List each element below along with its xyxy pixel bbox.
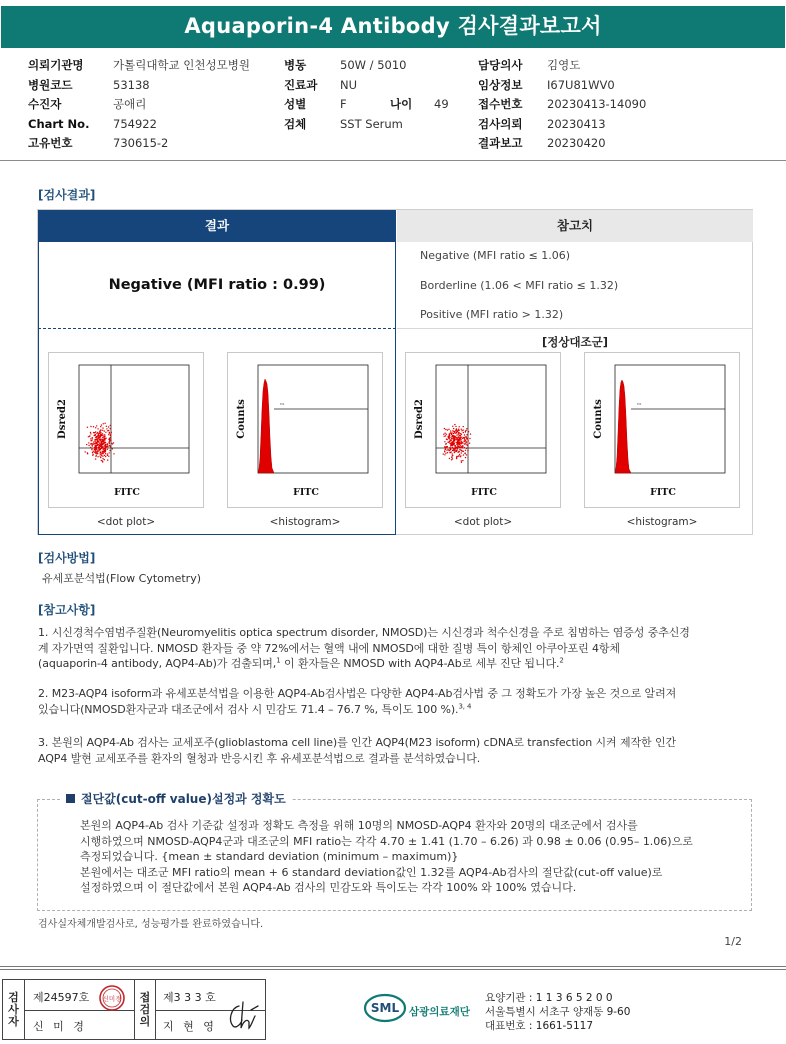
- plot-caption: <histogram>: [269, 516, 341, 528]
- cutoff-line: 시행하였으며 NMOSD-AQP4군과 대조군의 MFI ratio는 각각 4.70 ± 1.41 (1.70 – 6.26) 과 0.98 ± 0.06 (0.95– 1.06)으로: [80, 834, 693, 848]
- info-row: [284, 95, 449, 115]
- org-code: 요양기관 : 1 1 3 6 5 2 0 0: [485, 992, 613, 1004]
- footer-rule: [0, 969, 786, 970]
- info-label: 진료과: [284, 77, 318, 92]
- info-value: 가톨릭대학교 인천성모병원: [113, 58, 250, 72]
- result-value: Negative (MFI ratio : 0.99): [108, 277, 326, 293]
- reference-header: 참고치: [397, 210, 753, 242]
- info-value: 김영도: [547, 58, 581, 72]
- note-paragraph-2: [38, 686, 758, 717]
- report-title: Aquaporin-4 Antibody 검사결과보고서: [1, 6, 785, 46]
- info-value: 20230413: [547, 116, 606, 131]
- info-row: [28, 134, 250, 154]
- reference-positive: Positive (MFI ratio > 1.32): [420, 308, 564, 321]
- info-value: 730615-2: [113, 136, 169, 150]
- plot-caption: <dot plot>: [453, 516, 513, 528]
- note-text: 이 환자들은 NMOSD with AQP4-Ab로 세부 진단 됩니다.: [280, 657, 560, 670]
- physician-name: 지 현 영: [163, 1020, 217, 1033]
- info-row: [284, 76, 449, 96]
- plot-caption: <histogram>: [626, 516, 698, 528]
- info-column-1: [28, 56, 250, 154]
- signature-box: [2, 979, 266, 1040]
- inspector-seal: [98, 984, 126, 1012]
- age-value: 49: [434, 97, 449, 111]
- cutoff-line: 본원의 AQP4-Ab 검사 기준값 설정과 정확도 측정을 위해 10명의 NMOSD-AQP4 환자와 20명의 대조군에서 검사를: [80, 819, 638, 832]
- method-text: 유세포분석법(Flow Cytometry): [42, 572, 202, 585]
- info-row: [28, 56, 250, 76]
- info-row: [478, 56, 646, 76]
- info-value: I67U81WV0: [547, 77, 615, 92]
- control-dot-plot: [405, 352, 561, 508]
- result-divider: [38, 328, 396, 329]
- info-label: 임상정보: [478, 77, 523, 92]
- note-paragraph-1: [38, 625, 758, 672]
- hist-ylabel: Counts: [236, 399, 247, 439]
- cutoff-title-text: 절단값(cut-off value)설정과 정확도: [81, 792, 286, 806]
- cutoff-title: [60, 790, 292, 807]
- note-line: 3. 본원의 AQP4-Ab 검사는 교세포주(glioblastoma cell line)를 인간 AQP4(M23 isoform) cDNA로 transfection 시켜 제작한 인간: [38, 736, 677, 749]
- info-label: 검사의뢰: [478, 116, 523, 131]
- normal-control-label: [정상대조군]: [541, 335, 609, 349]
- reference-mark: 3, 4: [458, 701, 472, 710]
- age-label: 나이: [390, 97, 413, 111]
- info-label: 접수번호: [478, 97, 523, 111]
- info-label: 병동: [284, 58, 307, 72]
- info-label: 담당의사: [478, 58, 523, 72]
- info-row: [28, 95, 250, 115]
- footer-rule: [0, 966, 786, 967]
- signature-role-label-2: 접 검 의: [134, 980, 156, 1039]
- inspector-name: 신 미 경: [33, 1020, 87, 1033]
- note-line: [38, 702, 758, 718]
- svg-text:SML: SML: [370, 1001, 400, 1015]
- info-label: 결과보고: [478, 136, 523, 150]
- reference-negative: Negative (MFI ratio ≤ 1.06): [420, 249, 571, 262]
- svg-text:M1: M1: [637, 402, 642, 406]
- reference-divider: [397, 328, 753, 329]
- result-section-title: [검사결과]: [38, 188, 96, 202]
- info-row: [284, 56, 449, 76]
- info-value: F: [340, 97, 347, 111]
- note-text: 있습니다(NMOSD환자군과 대조군에서 검사 시 민감도 71.4 – 76.7 %, 특이도 100 %).: [38, 702, 459, 716]
- hist-ylabel: Counts: [593, 399, 604, 439]
- info-label: 검체: [284, 116, 307, 131]
- dot-ylabel: Dsred2: [57, 399, 68, 439]
- footnote: 검사실자체개발검사로, 성능평가를 완료하였습니다.: [38, 919, 264, 930]
- cutoff-text: [80, 818, 740, 896]
- square-bullet-icon: [66, 794, 75, 803]
- cutoff-line: 측정되었습니다. {mean ± standard deviation (minimum – maximum)}: [80, 850, 459, 863]
- cutoff-line: 설정하였으며 이 절단값에서 본원 AQP4-Ab 검사의 민감도와 특이도는 각각 100% 와 100% 였습니다.: [80, 881, 577, 894]
- info-row: [478, 95, 646, 115]
- physician-signature: [225, 998, 263, 1034]
- info-row: [478, 134, 646, 154]
- info-label: Chart No.: [28, 116, 90, 131]
- info-value: 20230413-14090: [547, 97, 647, 111]
- dot-ylabel: Dsred2: [414, 399, 425, 439]
- info-row: [28, 76, 250, 96]
- inspector-id: 제24597호: [33, 991, 90, 1004]
- hist-xlabel: FITC: [293, 487, 319, 498]
- info-row: [284, 115, 449, 135]
- info-row: [478, 115, 646, 135]
- info-label: 병원코드: [28, 77, 73, 92]
- note-line: AQP4 발현 교세포주를 환자의 혈청과 반응시킨 후 유세포분석법으로 결과를 분석하였습니다.: [38, 751, 481, 765]
- info-label: 의뢰기관명: [28, 58, 84, 72]
- note-line: 1. 시신경척수염범주질환(Neuromyelitis optica spectrum disorder, NMOSD)는 시신경과 척수신경을 주로 침범하는 염증성 중추신경: [38, 626, 690, 639]
- dot-xlabel: FITC: [114, 487, 140, 498]
- reference-mark: 2: [559, 656, 564, 665]
- info-label: 성별: [284, 97, 307, 111]
- note-line: 2. M23-AQP4 isoform과 유세포분석법을 이용한 AQP4-Ab검사법은 다양한 AQP4-Ab검사법 중 그 정확도가 가장 높은 것으로 알려져: [38, 687, 677, 700]
- info-value: 50W / 5010: [340, 58, 407, 72]
- org-address: 서울특별시 서초구 양재동 9-60: [485, 1006, 631, 1018]
- physician-id: 제3 3 3 호: [163, 991, 216, 1004]
- info-value: 공애리: [113, 97, 147, 111]
- cutoff-line: 본원에서는 대조군 MFI ratio의 mean + 6 standard deviation값인 1.32를 AQP4-Ab검사의 절단값(cut-off value)로: [80, 865, 663, 879]
- page-number: 1/2: [724, 935, 742, 948]
- note-line: 계 자가면역 질환입니다. NMOSD 환자들 중 약 72%에서는 혈액 내에 NMOSD에 대한 질병 특이 항체인 아쿠아포린 4항체: [38, 641, 620, 655]
- organization-name: 삼광의료재단: [409, 1006, 470, 1018]
- note-text: (aquaporin-4 antibody, AQP4-Ab)가 검출되며,: [38, 657, 277, 670]
- note-paragraph-3: [38, 735, 758, 766]
- info-value: 20230420: [547, 136, 606, 150]
- reference-borderline: Borderline (1.06 < MFI ratio ≤ 1.32): [420, 279, 619, 292]
- info-value: NU: [340, 77, 358, 92]
- info-label: 고유번호: [28, 136, 73, 150]
- svg-text:M1: M1: [280, 402, 285, 406]
- info-value: SST Serum: [340, 116, 403, 131]
- info-column-2: [284, 56, 449, 134]
- patient-dot-plot: [48, 352, 204, 508]
- info-divider: [0, 160, 786, 161]
- control-histogram: [584, 352, 740, 508]
- plot-caption: <dot plot>: [96, 516, 156, 528]
- svg-text:신미경: 신미경: [102, 995, 122, 1003]
- hist-xlabel: FITC: [650, 487, 676, 498]
- result-header: 결과: [38, 210, 396, 242]
- reference-mark: 1: [276, 656, 281, 665]
- info-value: 754922: [113, 116, 157, 131]
- info-row: [478, 76, 646, 96]
- info-column-3: [478, 56, 646, 154]
- dot-xlabel: FITC: [471, 487, 497, 498]
- signature-role-label: 검 사 자: [3, 980, 25, 1039]
- patient-histogram: [227, 352, 383, 508]
- note-line: [38, 656, 758, 672]
- info-row: [28, 115, 250, 135]
- method-section-title: [검사방법]: [38, 551, 96, 565]
- info-value: 53138: [113, 77, 150, 92]
- notes-section-title: [참고사항]: [38, 603, 96, 617]
- info-label: 수진자: [28, 97, 62, 111]
- title-rule: [1, 46, 785, 48]
- org-phone: 대표번호 : 1661-5117: [485, 1020, 594, 1032]
